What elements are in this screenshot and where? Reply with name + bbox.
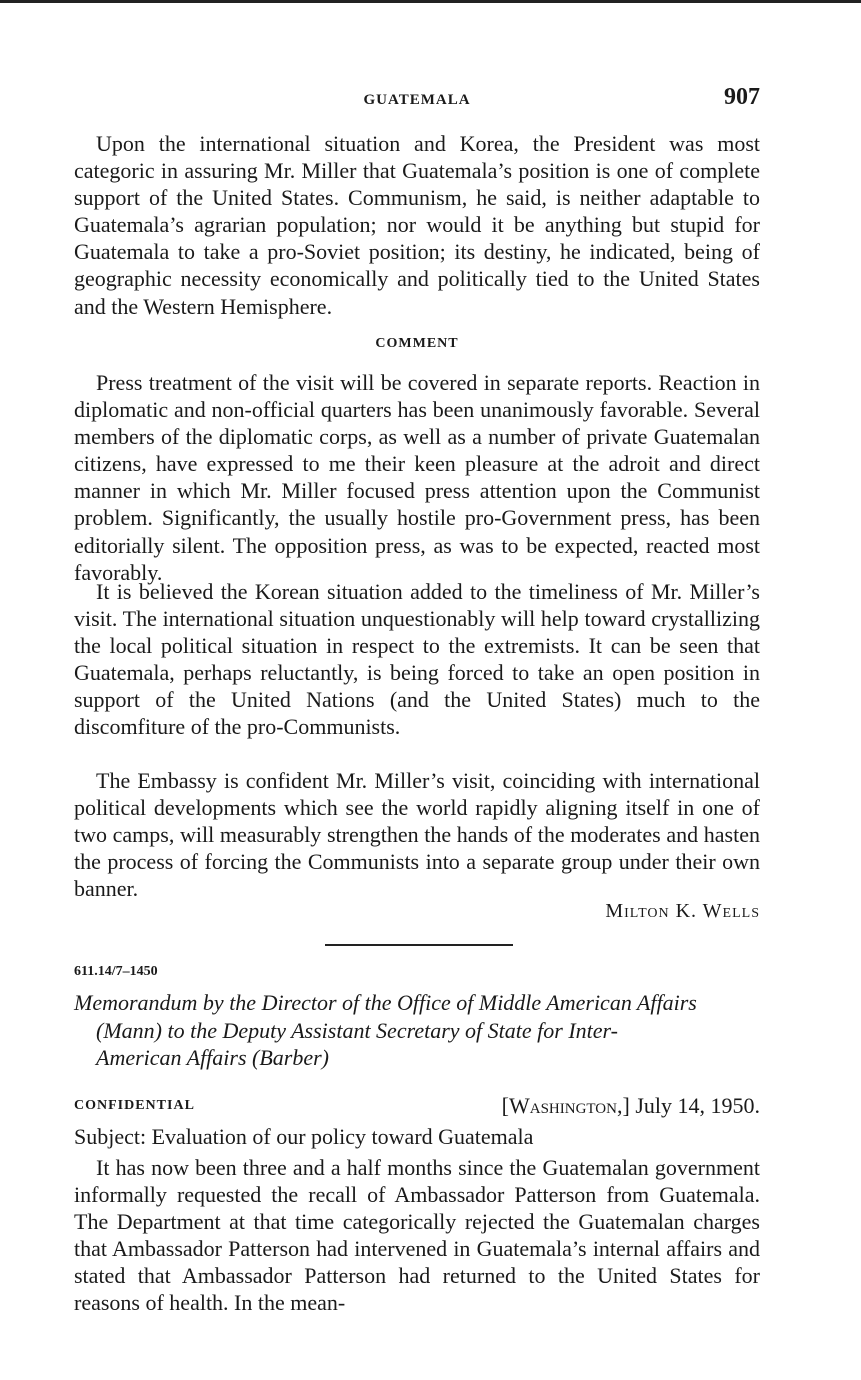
running-head: GUATEMALA <box>363 92 471 108</box>
body-paragraph-4: The Embassy is confident Mr. Miller’s visit, coinciding with international political developments which see the world rapidly aligning itself in one of two camps, will measurably strengthen the hands of the moderates and hasten the process of forcing the Communists into a separate group under their own banner. <box>74 768 760 902</box>
body-paragraph-3: It is believed the Korean situation added to the timeliness of Mr. Miller’s visit. The international situation unquestionably will help toward crystallizing the local political situation in respect to the extremists. It can be seen that Guatemala, perhaps reluctantly, is being forced to take an open position in support of the United Nations (and the United States) much to the discomfiture of the pro-Communists. <box>74 579 760 740</box>
classification-label: CONFIDENTIAL <box>74 1098 195 1113</box>
memo-title <box>74 989 760 1072</box>
page-header <box>74 84 760 114</box>
signature: Milton K. Wells <box>605 900 760 922</box>
dateline-date: July 14, 1950. <box>635 1093 760 1118</box>
dateline-place: Washington, <box>508 1093 623 1118</box>
comment-heading: COMMENT <box>375 336 459 351</box>
memo-title-line-1: Memorandum by the Director of the Office of Middle American Affairs <box>74 990 697 1015</box>
page-number: 907 <box>724 84 760 110</box>
top-edge-rule <box>0 0 861 3</box>
memo-title-line-2: (Mann) to the Deputy Assistant Secretary of State for Inter- <box>96 1017 618 1043</box>
subject-line: Subject: Evaluation of our policy toward Guatemala <box>74 1124 534 1149</box>
body-paragraph-1: Upon the international situation and Korea, the President was most categoric in assuring Mr. Miller that Guatemala’s position is one of complete support of the United States. Communism, he said, is neither adaptable to Guatemala’s agrarian population; nor would it be anything but stupid for Guatemala to take a pro-Soviet position; its destiny, he indicated, being of geographic necessity economically and politically tied to the United States and the Western Hemisphere. <box>74 131 760 319</box>
memo-title-line-3: American Affairs (Barber) <box>96 1045 330 1070</box>
dateline-close-bracket: ] <box>622 1093 630 1118</box>
memo-paragraph-1: It has now been three and a half months since the Guatemalan government informally requested the recall of Ambassador Patterson from Guatemala. The Department at that time categorically rejected the Guatemalan charges that Ambassador Patterson had intervened in Guatemala’s internal affairs and stated that Ambassador Patterson had returned to the United States for reasons of health. In the mean- <box>74 1155 760 1316</box>
body-paragraph-2: Press treatment of the visit will be covered in separate reports. Reaction in diplomatic and non-official quarters has been unanimously favorable. Several members of the diplomatic corps, as well as a number of private Guatemalan citizens, have expressed to me their keen pleasure at the adroit and direct manner in which Mr. Miller focused press attention upon the Communist problem. Significantly, the usually hostile pro-Government press, has been editorially silent. The opposition press, as was to be expected, reacted most favorably. <box>74 370 760 585</box>
dateline-open-bracket: [ <box>501 1093 509 1118</box>
document-reference: 611.14/7–1450 <box>74 964 158 979</box>
section-divider <box>325 944 513 946</box>
dateline <box>502 1093 760 1119</box>
